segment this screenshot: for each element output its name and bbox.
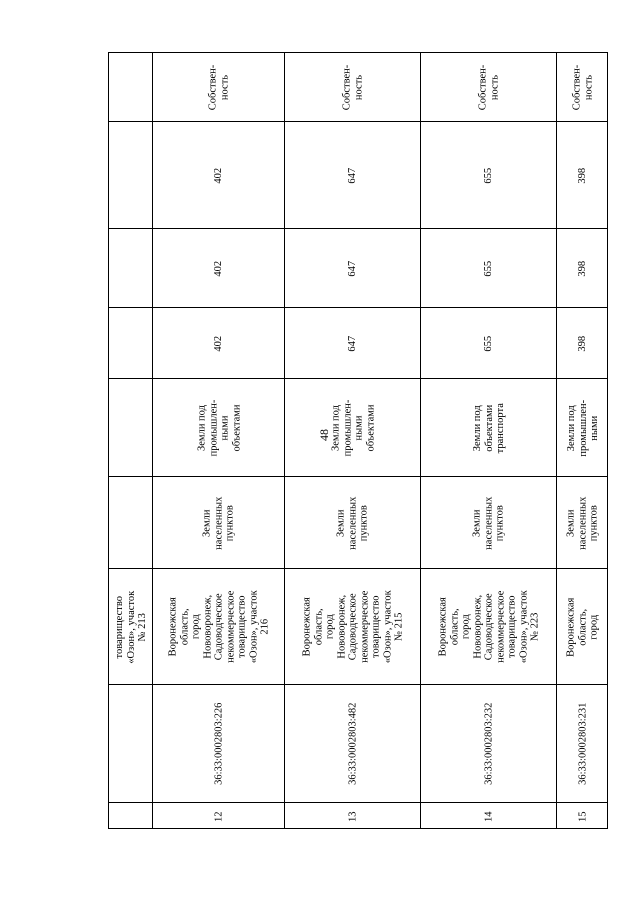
address-cell-text [301,591,405,664]
permitted-use-cell-line: Земли под [329,405,341,451]
area-cell-1 [557,308,609,379]
address-cell-line: область, [577,608,589,646]
land-category-cell [285,477,421,569]
ownership-right-cell-line: ность [489,74,500,101]
area-cell-3-text: 398 [577,167,589,184]
ownership-right-cell [557,53,609,122]
area-cell-1-text: 398 [577,335,589,352]
address-cell-line: некоммерческое [494,590,506,664]
cadastral-number-cell [557,685,609,803]
land-category-cell-line: пунктов [588,504,600,542]
ownership-right-cell-line: ность [353,74,364,101]
cadastral-number-cell-text: 36:33:0002803:232 [483,702,495,786]
permitted-use-cell-line: Земли под [471,405,483,451]
land-category-cell-line: пунктов [358,504,370,542]
ownership-right-cell-line: ность [583,74,594,101]
row-number-cell [285,803,421,830]
permitted-use-cell-line: объектами [364,404,376,452]
permitted-use-cell-text [566,400,601,457]
land-category-cell-line: населенных [483,496,495,550]
address-cell-line: Садоводческое [213,593,225,661]
address-cell-line: Воронежская [437,597,449,657]
area-cell-3-text: 655 [483,167,495,184]
permitted-use-cell-line: промышлен- [341,399,353,457]
address-cell-line: Нововоронеж, [471,595,483,659]
cadastral-number-cell [285,685,421,803]
land-category-cell-line: Земли [565,509,577,537]
address-cell-line: город [460,614,472,640]
address-cell-line: Садоводческое [347,593,359,661]
land-category-cell-text [472,496,507,549]
address-cell-text [437,591,541,664]
address-cell-line: товарищество [370,595,382,659]
land-category-cell-line: Земли [471,509,483,537]
address-cell-line: Нововоронеж, [335,595,347,659]
address-cell-line: товарищество [236,595,248,659]
land-category-cell-line: Земли [201,509,213,537]
permitted-use-cell-line: промышлен- [207,399,219,457]
area-cell-1-text: 402 [213,335,225,352]
ownership-right-cell-text [478,65,501,111]
address-cell-line: Воронежская [301,597,313,657]
area-cell-3 [285,122,421,229]
area-cell-3 [421,122,557,229]
permitted-use-cell-text [472,403,507,453]
row-number-cell [557,803,609,830]
permitted-use-cell-line: ными [218,415,230,441]
prev-address-cell [109,569,153,685]
address-cell-line: Воронежская [565,597,577,657]
ownership-right-cell-text [208,65,231,111]
ownership-right-cell-line: ность [219,74,230,101]
address-cell-line: 216 [259,619,271,635]
ownership-right-cell-line: Собствен- [477,64,489,111]
address-cell-line: «Озон», участок [247,590,259,664]
land-category-cell-line: Земли [335,509,347,537]
permitted-use-cell-line: транспорта [494,402,506,454]
row-number-cell-text: 14 [483,811,495,822]
area-cell-2 [285,229,421,308]
permitted-use-cell-line: объектами [230,404,242,452]
permitted-use-cell [285,379,421,477]
row-number-cell [153,803,285,830]
address-cell-line: город [324,614,336,640]
area-cell-2 [153,229,285,308]
address-cell [285,569,421,685]
land-category-cell-line: пунктов [224,504,236,542]
permitted-use-cell-text [330,400,376,457]
area-cell-1 [421,308,557,379]
land-category-cell [421,477,557,569]
area-cell-2 [421,229,557,308]
permitted-use-cell-line: ными [588,415,600,441]
cadastral-number-cell-text: 36:33:0002803:231 [577,702,589,786]
permitted-use-cell-line: промышлен- [577,399,589,457]
row-number-cell [421,803,557,830]
cadastral-number-cell [153,685,285,803]
land-category-cell [153,477,285,569]
prev-address-cell-line: № 213 [136,612,148,642]
land-category-cell-line: населенных [213,496,225,550]
permitted-use-cell-text [196,400,242,457]
address-cell-line: № 215 [393,612,405,642]
land-category-cell-text [202,496,237,549]
address-cell-line: область, [312,608,324,646]
address-cell-line: область, [448,608,460,646]
address-cell-line: город [190,614,202,640]
address-cell-line: «Озон», участок [381,590,393,664]
ownership-right-cell-line: Собствен- [341,64,353,111]
land-category-cell [557,477,609,569]
address-cell-line: Нововоронеж, [201,595,213,659]
address-cell [557,569,609,685]
ownership-right-cell-line: Собствен- [571,64,583,111]
area-cell-1-text: 655 [483,335,495,352]
land-category-cell-text [566,496,601,549]
permitted-use-cell [153,379,285,477]
area-cell-3 [557,122,609,229]
page-number: 48 [317,429,331,441]
area-cell-2-text: 398 [577,260,589,277]
permitted-use-cell [557,379,609,477]
area-cell-3-text: 647 [347,167,359,184]
ownership-right-cell [421,53,557,122]
land-plots-table [108,52,608,829]
area-cell-1-text: 647 [347,335,359,352]
land-category-cell-line: пунктов [494,504,506,542]
address-cell-line: «Озон», участок [517,590,529,664]
cadastral-number-cell-text: 36:33:0002803:482 [347,702,359,786]
ownership-right-cell-text [342,65,365,111]
area-cell-2-text: 655 [483,260,495,277]
land-category-cell-text [336,496,371,549]
land-category-cell-line: населенных [347,496,359,550]
permitted-use-cell-line: Земли под [195,405,207,451]
permitted-use-cell [421,379,557,477]
land-category-cell-line: населенных [577,496,589,550]
ownership-right-cell-line: Собствен- [207,64,219,111]
ownership-right-cell [285,53,421,122]
address-cell-line: товарищество [506,595,518,659]
address-cell-line: город [588,614,600,640]
cadastral-number-cell-text: 36:33:0002803:226 [213,702,225,786]
ownership-right-cell [153,53,285,122]
row-number-cell-text: 15 [577,811,589,822]
area-cell-2 [557,229,609,308]
area-cell-3-text: 402 [213,167,225,184]
row-number-cell-text: 12 [213,811,225,822]
prev-address-cell-line: товарищество [113,595,125,659]
address-cell-text [566,597,601,656]
area-cell-3 [153,122,285,229]
area-cell-1 [285,308,421,379]
permitted-use-cell-line: объектами [483,404,495,452]
permitted-use-cell-line: Земли под [565,405,577,451]
address-cell-line: Воронежская [167,597,179,657]
prev-address-cell-line: «Озон», участок [125,590,137,664]
address-cell-line: Садоводческое [483,593,495,661]
address-cell-line: область, [178,608,190,646]
address-cell-text [167,591,271,664]
area-cell-2-text: 402 [213,260,225,277]
ownership-right-cell-text [572,65,595,111]
cadastral-number-cell [421,685,557,803]
permitted-use-cell-line: ными [352,415,364,441]
address-cell [421,569,557,685]
area-cell-1 [153,308,285,379]
address-cell [153,569,285,685]
address-cell-line: № 223 [529,612,541,642]
address-cell-line: некоммерческое [358,590,370,664]
address-cell-line: некоммерческое [224,590,236,664]
row-number-cell-text: 13 [347,811,359,822]
area-cell-2-text: 647 [347,260,359,277]
prev-address-cell-text [114,591,149,664]
